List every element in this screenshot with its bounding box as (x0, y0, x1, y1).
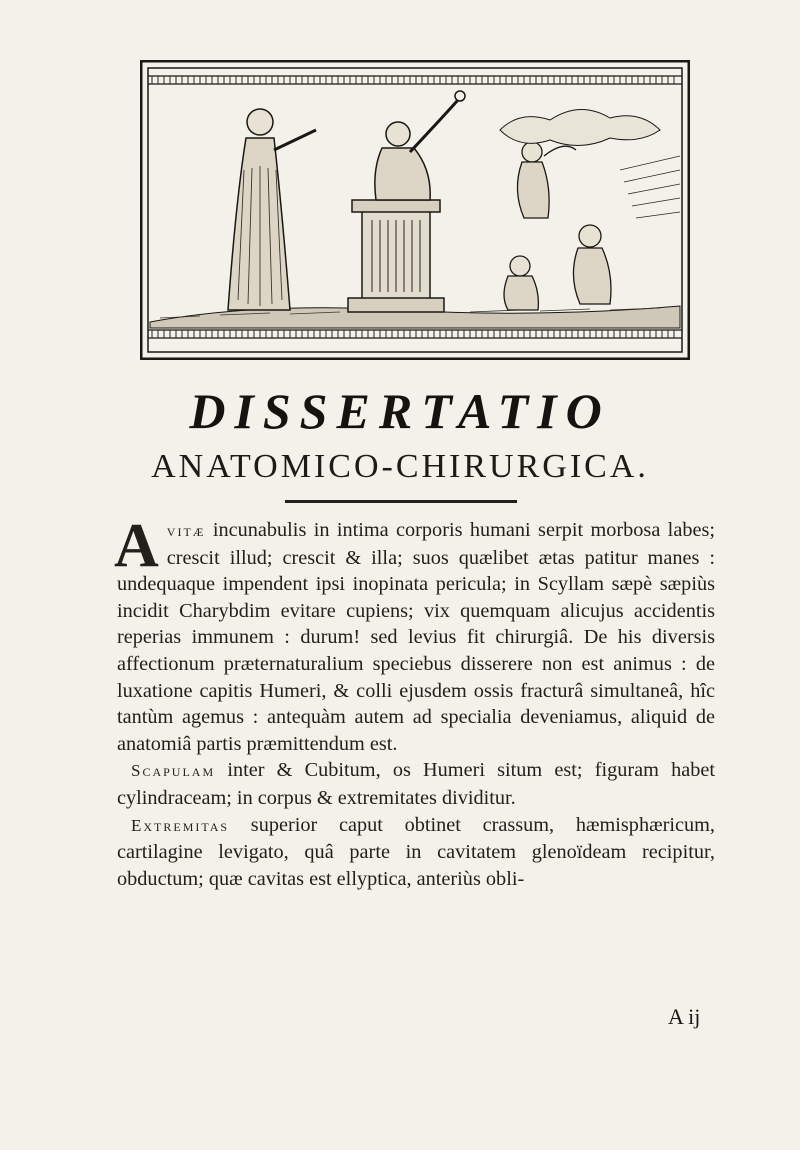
paragraph-text: inter & Cubitum, os Humeri situm est; figuram habet cylindraceam; in corpus & extremitates dividitur. (117, 759, 715, 809)
paragraph-lead: Scapulam (131, 761, 216, 781)
signature-mark: A ij (668, 1004, 701, 1029)
paragraph-lead: vitæ (166, 521, 206, 540)
page-subtitle: ANATOMICO-CHIRURGICA. (151, 448, 649, 485)
paragraph-lead: Extremitas (131, 815, 230, 835)
paragraph-text: incunabulis in intima corporis humani serpit morbosa labes; crescit illud; crescit & illa; suos quælibet ætas patitur manes : undequaque impendent ipsi inopinata pericula; in Scyllam sæpè sæpiùs incidit Charybdim evitare cupiens; vix quemquam alicujus accidentis reperias immunem : durum! sed levius fit chirurgiâ. De his diversis affectionum præternaturalium speciebus disserere non est animus : de luxatione capitis Humeri, & colli ejusdem ossis fracturâ simultaneâ, hîc tantùm agemus : antequàm autem ad specialia deveniamus, aliquid de anatomiâ partis præmittendum est. (117, 519, 715, 755)
page-title: DISSERTATIO (189, 383, 611, 439)
title-divider (285, 500, 517, 503)
paragraph (117, 812, 715, 893)
drop-cap: A (114, 512, 159, 580)
main-text (114, 512, 715, 892)
paragraph (117, 757, 715, 811)
paragraph-text: superior caput obtinet crassum, hæmisphæricum, cartilagine levigato, quâ parte in cavitatem glenoïdeam recipitur, obductum; quæ cavitas est ellyptica, anteriùs obli- (117, 813, 715, 890)
allegorical-engraving-icon (140, 60, 690, 360)
paragraph (114, 512, 715, 757)
